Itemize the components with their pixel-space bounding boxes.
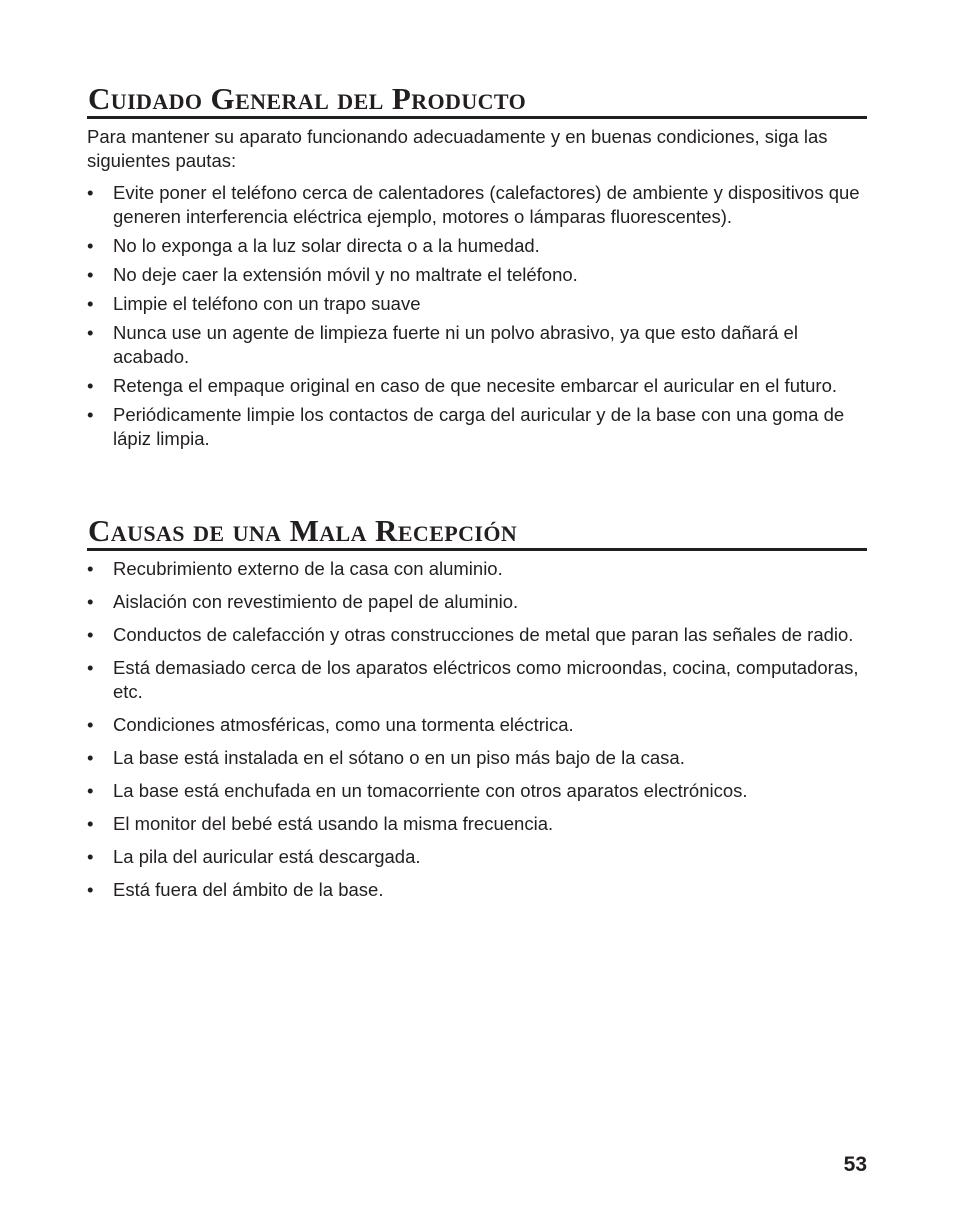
list-item-text: Condiciones atmosféricas, como una tormenta eléctrica. — [113, 714, 574, 735]
list-item — [87, 321, 867, 369]
list-item-text: Está demasiado cerca de los aparatos eléctricos como microondas, cocina, computadoras, etc. — [113, 657, 859, 702]
product-care-list — [87, 181, 867, 451]
bullet-icon: • — [87, 624, 94, 645]
list-item-text: Retenga el empaque original en caso de que necesite embarcar el auricular en el futuro. — [113, 375, 838, 396]
bullet-icon: • — [87, 879, 94, 900]
list-item-text: Conductos de calefacción y otras construcciones de metal que paran las señales de radio. — [113, 624, 854, 645]
bullet-icon: • — [87, 747, 94, 768]
bullet-icon: • — [87, 813, 94, 834]
list-item — [87, 878, 867, 902]
list-item — [87, 623, 867, 647]
list-item — [87, 812, 867, 836]
bullet-icon: • — [87, 657, 94, 678]
bullet-icon: • — [87, 591, 94, 612]
bullet-icon: • — [87, 558, 94, 579]
list-item-text: Evite poner el teléfono cerca de calentadores (calefactores) de ambiente y dispositivos que generen interferencia eléctrica ejemplo, motores o lámparas fluorescentes). — [113, 182, 860, 227]
list-item — [87, 181, 867, 229]
list-item-text: Periódicamente limpie los contactos de carga del auricular y de la base con una goma de lápiz limpia. — [113, 404, 845, 449]
bullet-icon: • — [87, 235, 94, 256]
list-item-text: No lo exponga a la luz solar directa o a la humedad. — [113, 235, 540, 256]
list-item-text: Recubrimiento externo de la casa con aluminio. — [113, 558, 503, 579]
list-item — [87, 234, 867, 258]
list-item — [87, 845, 867, 869]
list-item-text: Limpie el teléfono con un trapo suave — [113, 293, 421, 314]
list-item — [87, 557, 867, 581]
list-item-text: El monitor del bebé está usando la misma frecuencia. — [113, 813, 554, 834]
bullet-icon: • — [87, 375, 94, 396]
bullet-icon: • — [87, 714, 94, 735]
section-heading-poor-reception: Causas de una Mala Recepción — [87, 514, 867, 551]
bullet-icon: • — [87, 264, 94, 285]
product-care-intro: Para mantener su aparato funcionando adecuadamente y en buenas condiciones, siga las siguientes pautas: — [87, 126, 828, 171]
list-item-text: Nunca use un agente de limpieza fuerte ni un polvo abrasivo, ya que esto dañará el acabado. — [113, 322, 798, 367]
list-item — [87, 403, 867, 451]
list-item — [87, 590, 867, 614]
bullet-icon: • — [87, 404, 94, 425]
bullet-icon: • — [87, 182, 94, 203]
bullet-icon: • — [87, 846, 94, 867]
bullet-icon: • — [87, 293, 94, 314]
poor-reception-section — [87, 514, 867, 911]
list-item — [87, 292, 867, 316]
section-heading-product-care: Cuidado General del Producto — [87, 82, 867, 119]
bullet-icon: • — [87, 780, 94, 801]
list-item — [87, 263, 867, 287]
list-item — [87, 746, 867, 770]
list-item-text: No deje caer la extensión móvil y no maltrate el teléfono. — [113, 264, 578, 285]
product-care-section — [87, 82, 867, 456]
list-item — [87, 374, 867, 398]
list-item — [87, 713, 867, 737]
list-item-text: La pila del auricular está descargada. — [113, 846, 421, 867]
list-item-text: La base está instalada en el sótano o en un piso más bajo de la casa. — [113, 747, 685, 768]
list-item-text: Aislación con revestimiento de papel de aluminio. — [113, 591, 519, 612]
poor-reception-list — [87, 557, 867, 902]
bullet-icon: • — [87, 322, 94, 343]
list-item — [87, 656, 867, 704]
list-item-text: Está fuera del ámbito de la base. — [113, 879, 384, 900]
page-number: 53 — [843, 1153, 867, 1176]
list-item — [87, 779, 867, 803]
list-item-text: La base está enchufada en un tomacorriente con otros aparatos electrónicos. — [113, 780, 748, 801]
